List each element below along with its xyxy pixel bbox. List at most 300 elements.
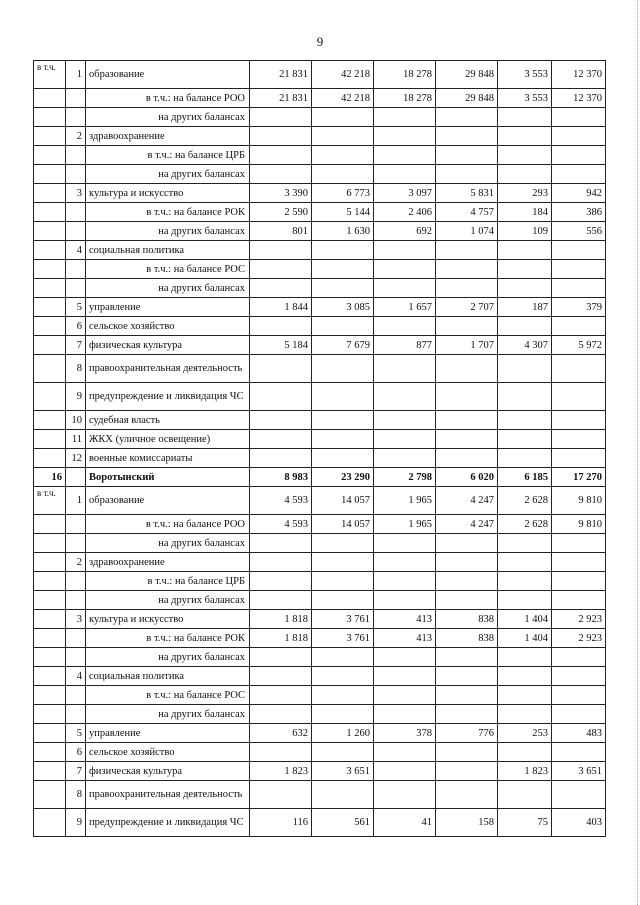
table-row: [34, 203, 606, 222]
value-cell-1: [250, 127, 312, 146]
value-cell-1: 4 593: [250, 487, 312, 515]
item-name-cell: управление: [86, 298, 250, 317]
value-cell-3: 18 278: [374, 89, 436, 108]
value-cell-3: 1 965: [374, 487, 436, 515]
value-cell-1: 3 390: [250, 184, 312, 203]
value-cell-3: [374, 146, 436, 165]
value-cell-5: [498, 279, 552, 298]
value-cell-1: 2 590: [250, 203, 312, 222]
value-cell-5: 187: [498, 298, 552, 317]
value-cell-3: 1 657: [374, 298, 436, 317]
value-cell-3: [374, 260, 436, 279]
table-row: [34, 572, 606, 591]
table-row: [34, 629, 606, 648]
table-row: [34, 648, 606, 667]
value-cell-5: [498, 146, 552, 165]
item-index-cell: 11: [66, 430, 86, 449]
district-code-cell: 16: [34, 468, 66, 487]
item-name-cell: на других балансах: [86, 165, 250, 184]
table-row: [34, 184, 606, 203]
item-index-cell: [66, 146, 86, 165]
value-cell-1: 1 844: [250, 298, 312, 317]
value-cell-1: 801: [250, 222, 312, 241]
item-index-cell: [66, 572, 86, 591]
value-cell-5: [498, 411, 552, 430]
value-cell-3: [374, 241, 436, 260]
value-cell-2: [312, 165, 374, 184]
item-index-cell: [66, 705, 86, 724]
value-cell-1: 4 593: [250, 515, 312, 534]
value-cell-2: [312, 127, 374, 146]
item-index-cell: 7: [66, 336, 86, 355]
value-cell-6: [552, 553, 606, 572]
value-cell-4: [436, 260, 498, 279]
value-cell-6: [552, 781, 606, 809]
value-cell-3: [374, 165, 436, 184]
group-label-cell: [34, 591, 66, 610]
value-cell-2: [312, 108, 374, 127]
value-cell-6: [552, 534, 606, 553]
value-cell-1: 632: [250, 724, 312, 743]
value-cell-2: 7 679: [312, 336, 374, 355]
table-row: [34, 515, 606, 534]
value-cell-6: 12 370: [552, 61, 606, 89]
value-cell-3: [374, 279, 436, 298]
table-row: [34, 686, 606, 705]
value-cell-1: [250, 705, 312, 724]
item-index-cell: 9: [66, 809, 86, 837]
value-cell-4: [436, 648, 498, 667]
value-cell-1: [250, 449, 312, 468]
item-index-cell: [66, 629, 86, 648]
value-cell-2: [312, 553, 374, 572]
value-cell-6: [552, 355, 606, 383]
value-cell-4: [436, 762, 498, 781]
value-cell-4: [436, 146, 498, 165]
table-row: [34, 762, 606, 781]
group-label-cell: [34, 705, 66, 724]
group-label-cell: [34, 222, 66, 241]
value-cell-2: [312, 686, 374, 705]
value-cell-5: [498, 108, 552, 127]
value-cell-5: [498, 241, 552, 260]
value-cell-1: [250, 260, 312, 279]
value-cell-2: [312, 705, 374, 724]
value-cell-4: 29 848: [436, 61, 498, 89]
item-name-cell: в т.ч.: на балансе РОО: [86, 515, 250, 534]
group-label-cell: [34, 534, 66, 553]
table-row: [34, 553, 606, 572]
group-label-cell: [34, 430, 66, 449]
item-index-cell: 4: [66, 241, 86, 260]
item-name-cell: образование: [86, 487, 250, 515]
value-cell-5: [498, 572, 552, 591]
group-label-cell: [34, 762, 66, 781]
table-row: [34, 108, 606, 127]
item-index-cell: [66, 591, 86, 610]
value-cell-1: [250, 781, 312, 809]
value-cell-4: 838: [436, 610, 498, 629]
value-cell-5: 293: [498, 184, 552, 203]
item-name-cell: физическая культура: [86, 336, 250, 355]
value-cell-5: 109: [498, 222, 552, 241]
value-cell-6: [552, 572, 606, 591]
value-cell-4: [436, 553, 498, 572]
value-cell-3: 18 278: [374, 61, 436, 89]
value-cell-3: 692: [374, 222, 436, 241]
value-cell-3: [374, 762, 436, 781]
value-cell-1: [250, 108, 312, 127]
table-row: [34, 411, 606, 430]
group-label-cell: [34, 667, 66, 686]
value-cell-6: [552, 667, 606, 686]
item-name-cell: культура и искусство: [86, 610, 250, 629]
value-cell-3: 2 798: [374, 468, 436, 487]
table-row: [34, 724, 606, 743]
group-label-cell: [34, 724, 66, 743]
table-row-district: [34, 468, 606, 487]
group-label-cell: [34, 203, 66, 222]
value-cell-5: 253: [498, 724, 552, 743]
value-cell-4: 2 707: [436, 298, 498, 317]
value-cell-3: 2 406: [374, 203, 436, 222]
value-cell-3: [374, 430, 436, 449]
value-cell-6: [552, 127, 606, 146]
value-cell-6: 386: [552, 203, 606, 222]
value-cell-2: 3 761: [312, 629, 374, 648]
item-name-cell: на других балансах: [86, 534, 250, 553]
table-row: [34, 61, 606, 89]
table-row: [34, 127, 606, 146]
table-row: [34, 355, 606, 383]
group-label-cell: [34, 572, 66, 591]
value-cell-1: [250, 241, 312, 260]
item-index-cell: [66, 108, 86, 127]
value-cell-3: 877: [374, 336, 436, 355]
item-index-cell: [66, 203, 86, 222]
value-cell-1: [250, 383, 312, 411]
value-cell-4: [436, 743, 498, 762]
table-row: [34, 279, 606, 298]
value-cell-5: 1 404: [498, 610, 552, 629]
group-label-cell: [34, 809, 66, 837]
item-index-cell: 6: [66, 743, 86, 762]
item-index-cell: [66, 468, 86, 487]
value-cell-5: 184: [498, 203, 552, 222]
group-label-cell: [34, 743, 66, 762]
value-cell-2: 3 651: [312, 762, 374, 781]
value-cell-4: [436, 591, 498, 610]
value-cell-2: [312, 383, 374, 411]
value-cell-3: 3 097: [374, 184, 436, 203]
value-cell-5: [498, 317, 552, 336]
value-cell-2: [312, 534, 374, 553]
value-cell-4: 6 020: [436, 468, 498, 487]
value-cell-4: 29 848: [436, 89, 498, 108]
value-cell-2: [312, 667, 374, 686]
value-cell-2: [312, 146, 374, 165]
item-name-cell: на других балансах: [86, 705, 250, 724]
value-cell-1: [250, 572, 312, 591]
item-name-cell: образование: [86, 61, 250, 89]
item-index-cell: 4: [66, 667, 86, 686]
value-cell-1: 116: [250, 809, 312, 837]
value-cell-2: 1 260: [312, 724, 374, 743]
item-name-cell: социальная политика: [86, 241, 250, 260]
value-cell-6: 9 810: [552, 515, 606, 534]
value-cell-3: [374, 591, 436, 610]
value-cell-4: 5 831: [436, 184, 498, 203]
item-index-cell: 8: [66, 781, 86, 809]
value-cell-1: [250, 430, 312, 449]
item-name-cell: в т.ч.: на балансе РОС: [86, 686, 250, 705]
value-cell-2: 6 773: [312, 184, 374, 203]
table-row: [34, 487, 606, 515]
item-name-cell: в т.ч.: на балансе РОС: [86, 260, 250, 279]
item-index-cell: 5: [66, 298, 86, 317]
value-cell-6: [552, 108, 606, 127]
value-cell-3: [374, 781, 436, 809]
group-label-cell: [34, 781, 66, 809]
value-cell-3: [374, 449, 436, 468]
value-cell-3: [374, 648, 436, 667]
value-cell-3: [374, 705, 436, 724]
item-index-cell: [66, 648, 86, 667]
value-cell-2: 14 057: [312, 515, 374, 534]
value-cell-3: [374, 317, 436, 336]
item-index-cell: 6: [66, 317, 86, 336]
table-row: [34, 165, 606, 184]
group-label-cell: [34, 336, 66, 355]
value-cell-3: [374, 383, 436, 411]
group-label-cell: [34, 184, 66, 203]
value-cell-1: 1 823: [250, 762, 312, 781]
table-row: [34, 430, 606, 449]
value-cell-4: [436, 241, 498, 260]
item-index-cell: 10: [66, 411, 86, 430]
group-label-cell: [34, 449, 66, 468]
group-label-cell: [34, 383, 66, 411]
item-name-cell: на других балансах: [86, 648, 250, 667]
group-label-cell: [34, 260, 66, 279]
group-label-cell: [34, 146, 66, 165]
value-cell-2: 1 630: [312, 222, 374, 241]
value-cell-5: [498, 260, 552, 279]
value-cell-2: 3 085: [312, 298, 374, 317]
value-cell-6: [552, 383, 606, 411]
group-label-cell: [34, 610, 66, 629]
value-cell-6: [552, 705, 606, 724]
value-cell-1: [250, 591, 312, 610]
table-row: [34, 383, 606, 411]
value-cell-4: [436, 165, 498, 184]
table-row: [34, 449, 606, 468]
item-name-cell: правоохранительная деятельность: [86, 781, 250, 809]
value-cell-5: 4 307: [498, 336, 552, 355]
value-cell-4: [436, 355, 498, 383]
value-cell-4: 1 074: [436, 222, 498, 241]
table-row: [34, 241, 606, 260]
group-label-cell: [34, 298, 66, 317]
value-cell-2: 14 057: [312, 487, 374, 515]
value-cell-4: [436, 781, 498, 809]
value-cell-4: [436, 127, 498, 146]
value-cell-2: [312, 591, 374, 610]
value-cell-6: [552, 260, 606, 279]
value-cell-5: [498, 355, 552, 383]
value-cell-4: [436, 667, 498, 686]
value-cell-2: [312, 781, 374, 809]
value-cell-3: [374, 411, 436, 430]
value-cell-3: [374, 553, 436, 572]
table-row: [34, 260, 606, 279]
value-cell-6: 403: [552, 809, 606, 837]
value-cell-5: [498, 430, 552, 449]
item-name-cell: в т.ч.: на балансе РОК: [86, 203, 250, 222]
value-cell-2: 42 218: [312, 89, 374, 108]
value-cell-3: [374, 667, 436, 686]
value-cell-3: [374, 572, 436, 591]
value-cell-5: [498, 127, 552, 146]
value-cell-1: [250, 411, 312, 430]
value-cell-4: [436, 383, 498, 411]
value-cell-2: [312, 260, 374, 279]
group-label-cell: в т.ч.: [34, 487, 66, 515]
item-index-cell: [66, 515, 86, 534]
value-cell-6: [552, 279, 606, 298]
value-cell-5: 6 185: [498, 468, 552, 487]
group-label-cell: [34, 108, 66, 127]
group-label-cell: в т.ч.: [34, 61, 66, 89]
value-cell-6: [552, 146, 606, 165]
value-cell-6: 2 923: [552, 610, 606, 629]
value-cell-2: [312, 449, 374, 468]
table-row: [34, 222, 606, 241]
item-name-cell: на других балансах: [86, 108, 250, 127]
item-index-cell: 2: [66, 127, 86, 146]
item-name-cell: предупреждение и ликвидация ЧС: [86, 809, 250, 837]
item-index-cell: 12: [66, 449, 86, 468]
group-label-cell: [34, 355, 66, 383]
value-cell-1: 21 831: [250, 61, 312, 89]
item-index-cell: [66, 260, 86, 279]
value-cell-5: 1 404: [498, 629, 552, 648]
group-label-cell: [34, 89, 66, 108]
value-cell-2: [312, 648, 374, 667]
item-index-cell: 5: [66, 724, 86, 743]
value-cell-4: [436, 411, 498, 430]
group-label-cell: [34, 686, 66, 705]
value-cell-4: 776: [436, 724, 498, 743]
value-cell-6: [552, 430, 606, 449]
table-row: [34, 89, 606, 108]
value-cell-1: [250, 279, 312, 298]
item-index-cell: 1: [66, 487, 86, 515]
value-cell-5: [498, 743, 552, 762]
item-index-cell: 9: [66, 383, 86, 411]
value-cell-6: 2 923: [552, 629, 606, 648]
value-cell-5: 2 628: [498, 515, 552, 534]
value-cell-5: 1 823: [498, 762, 552, 781]
value-cell-5: [498, 781, 552, 809]
value-cell-3: 378: [374, 724, 436, 743]
value-cell-4: [436, 108, 498, 127]
item-index-cell: [66, 89, 86, 108]
value-cell-2: [312, 317, 374, 336]
item-index-cell: 7: [66, 762, 86, 781]
value-cell-6: [552, 743, 606, 762]
value-cell-1: 1 818: [250, 610, 312, 629]
value-cell-1: [250, 743, 312, 762]
value-cell-3: 413: [374, 610, 436, 629]
value-cell-1: [250, 648, 312, 667]
item-name-cell: Воротынский: [86, 468, 250, 487]
value-cell-6: 379: [552, 298, 606, 317]
table-row: [34, 146, 606, 165]
value-cell-6: [552, 686, 606, 705]
value-cell-6: [552, 241, 606, 260]
value-cell-6: [552, 449, 606, 468]
item-name-cell: на других балансах: [86, 279, 250, 298]
value-cell-5: [498, 449, 552, 468]
value-cell-6: 9 810: [552, 487, 606, 515]
value-cell-5: 75: [498, 809, 552, 837]
group-label-cell: [34, 515, 66, 534]
value-cell-1: 21 831: [250, 89, 312, 108]
value-cell-6: 12 370: [552, 89, 606, 108]
value-cell-6: [552, 591, 606, 610]
value-cell-5: [498, 648, 552, 667]
value-cell-4: 4 247: [436, 487, 498, 515]
table-row: [34, 809, 606, 837]
value-cell-5: [498, 553, 552, 572]
group-label-cell: [34, 165, 66, 184]
value-cell-1: [250, 146, 312, 165]
item-index-cell: [66, 165, 86, 184]
item-name-cell: в т.ч.: на балансе ЦРБ: [86, 572, 250, 591]
value-cell-6: 483: [552, 724, 606, 743]
value-cell-4: [436, 317, 498, 336]
value-cell-6: 942: [552, 184, 606, 203]
value-cell-2: [312, 411, 374, 430]
value-cell-2: 42 218: [312, 61, 374, 89]
value-cell-3: [374, 686, 436, 705]
item-index-cell: 3: [66, 184, 86, 203]
value-cell-6: [552, 317, 606, 336]
table-row: [34, 743, 606, 762]
value-cell-6: [552, 411, 606, 430]
group-label-cell: [34, 648, 66, 667]
value-cell-1: 1 818: [250, 629, 312, 648]
value-cell-5: 3 553: [498, 89, 552, 108]
value-cell-4: [436, 534, 498, 553]
item-index-cell: [66, 222, 86, 241]
value-cell-4: [436, 572, 498, 591]
value-cell-3: [374, 743, 436, 762]
item-name-cell: правоохранительная деятельность: [86, 355, 250, 383]
item-index-cell: 8: [66, 355, 86, 383]
value-cell-2: 561: [312, 809, 374, 837]
value-cell-6: [552, 165, 606, 184]
value-cell-5: 2 628: [498, 487, 552, 515]
item-index-cell: 2: [66, 553, 86, 572]
value-cell-4: [436, 449, 498, 468]
value-cell-1: [250, 165, 312, 184]
item-name-cell: ЖКХ (уличное освещение): [86, 430, 250, 449]
item-name-cell: в т.ч.: на балансе РОО: [86, 89, 250, 108]
value-cell-6: 5 972: [552, 336, 606, 355]
value-cell-3: [374, 534, 436, 553]
